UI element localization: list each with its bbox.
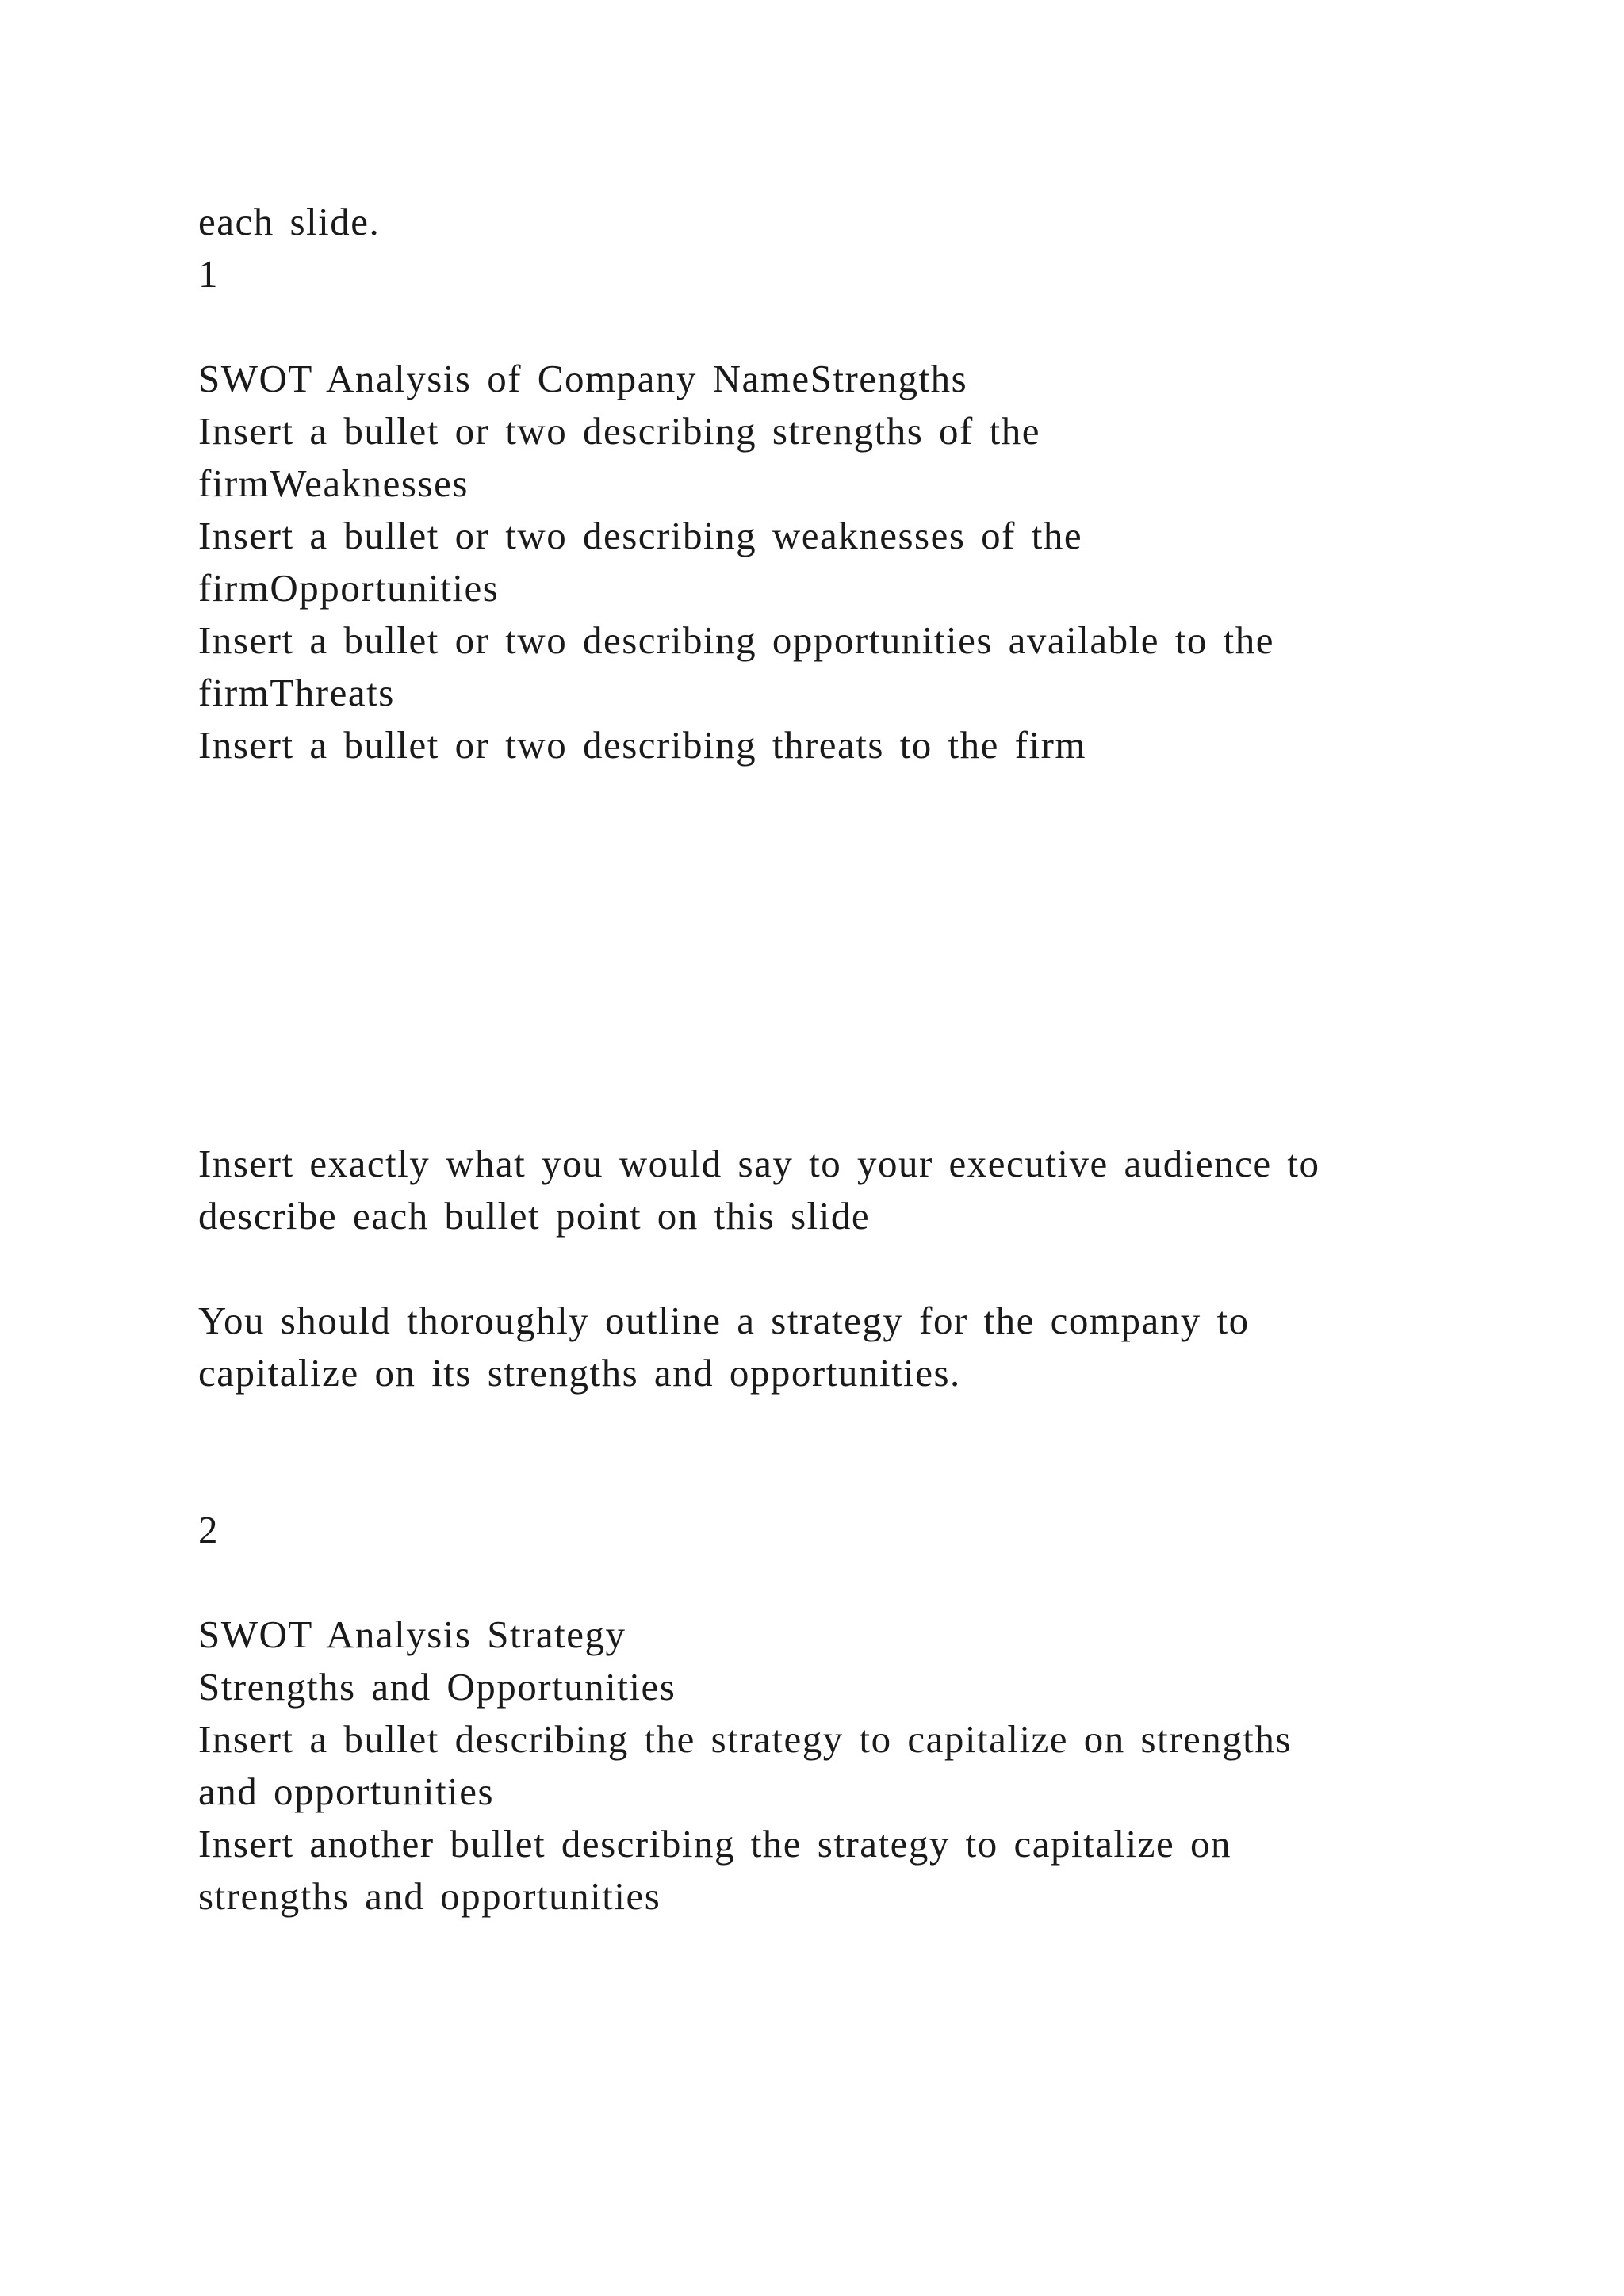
slide-number-2: 2 — [198, 1508, 219, 1552]
strategy-bullet-2-line-2: strengths and opportunities — [198, 1874, 661, 1918]
threats-heading: firmThreats — [198, 671, 395, 714]
slide-2-title: SWOT Analysis Strategy — [198, 1613, 626, 1656]
slide-2-subtitle: Strengths and Opportunities — [198, 1665, 676, 1709]
strategy-bullet-1-line-1: Insert a bullet describing the strategy to capitalize on strengths — [198, 1717, 1292, 1761]
opportunities-bullet: Insert a bullet or two describing opportunities available to the — [198, 618, 1274, 662]
speaker-notes-line-2: describe each bullet point on this slide — [198, 1194, 871, 1238]
weaknesses-heading: firmWeaknesses — [198, 461, 469, 505]
speaker-notes-line-1: Insert exactly what you would say to your executive audience to — [198, 1142, 1320, 1185]
strengths-bullet: Insert a bullet or two describing strengths of the — [198, 409, 1040, 453]
threats-bullet: Insert a bullet or two describing threats to the firm — [198, 723, 1087, 767]
weaknesses-bullet: Insert a bullet or two describing weaknesses of the — [198, 514, 1083, 557]
strategy-bullet-1-line-2: and opportunities — [198, 1770, 495, 1813]
strategy-instruction-line-2: capitalize on its strengths and opportunities. — [198, 1351, 961, 1395]
strategy-instruction-line-1: You should thoroughly outline a strategy for the company to — [198, 1299, 1250, 1342]
opportunities-heading: firmOpportunities — [198, 566, 500, 610]
slide-number-1: 1 — [198, 252, 219, 296]
slide-1-title-strengths: SWOT Analysis of Company NameStrengths — [198, 357, 968, 400]
text-line-continuation: each slide. — [198, 200, 381, 243]
strategy-bullet-2-line-1: Insert another bullet describing the strategy to capitalize on — [198, 1822, 1231, 1866]
